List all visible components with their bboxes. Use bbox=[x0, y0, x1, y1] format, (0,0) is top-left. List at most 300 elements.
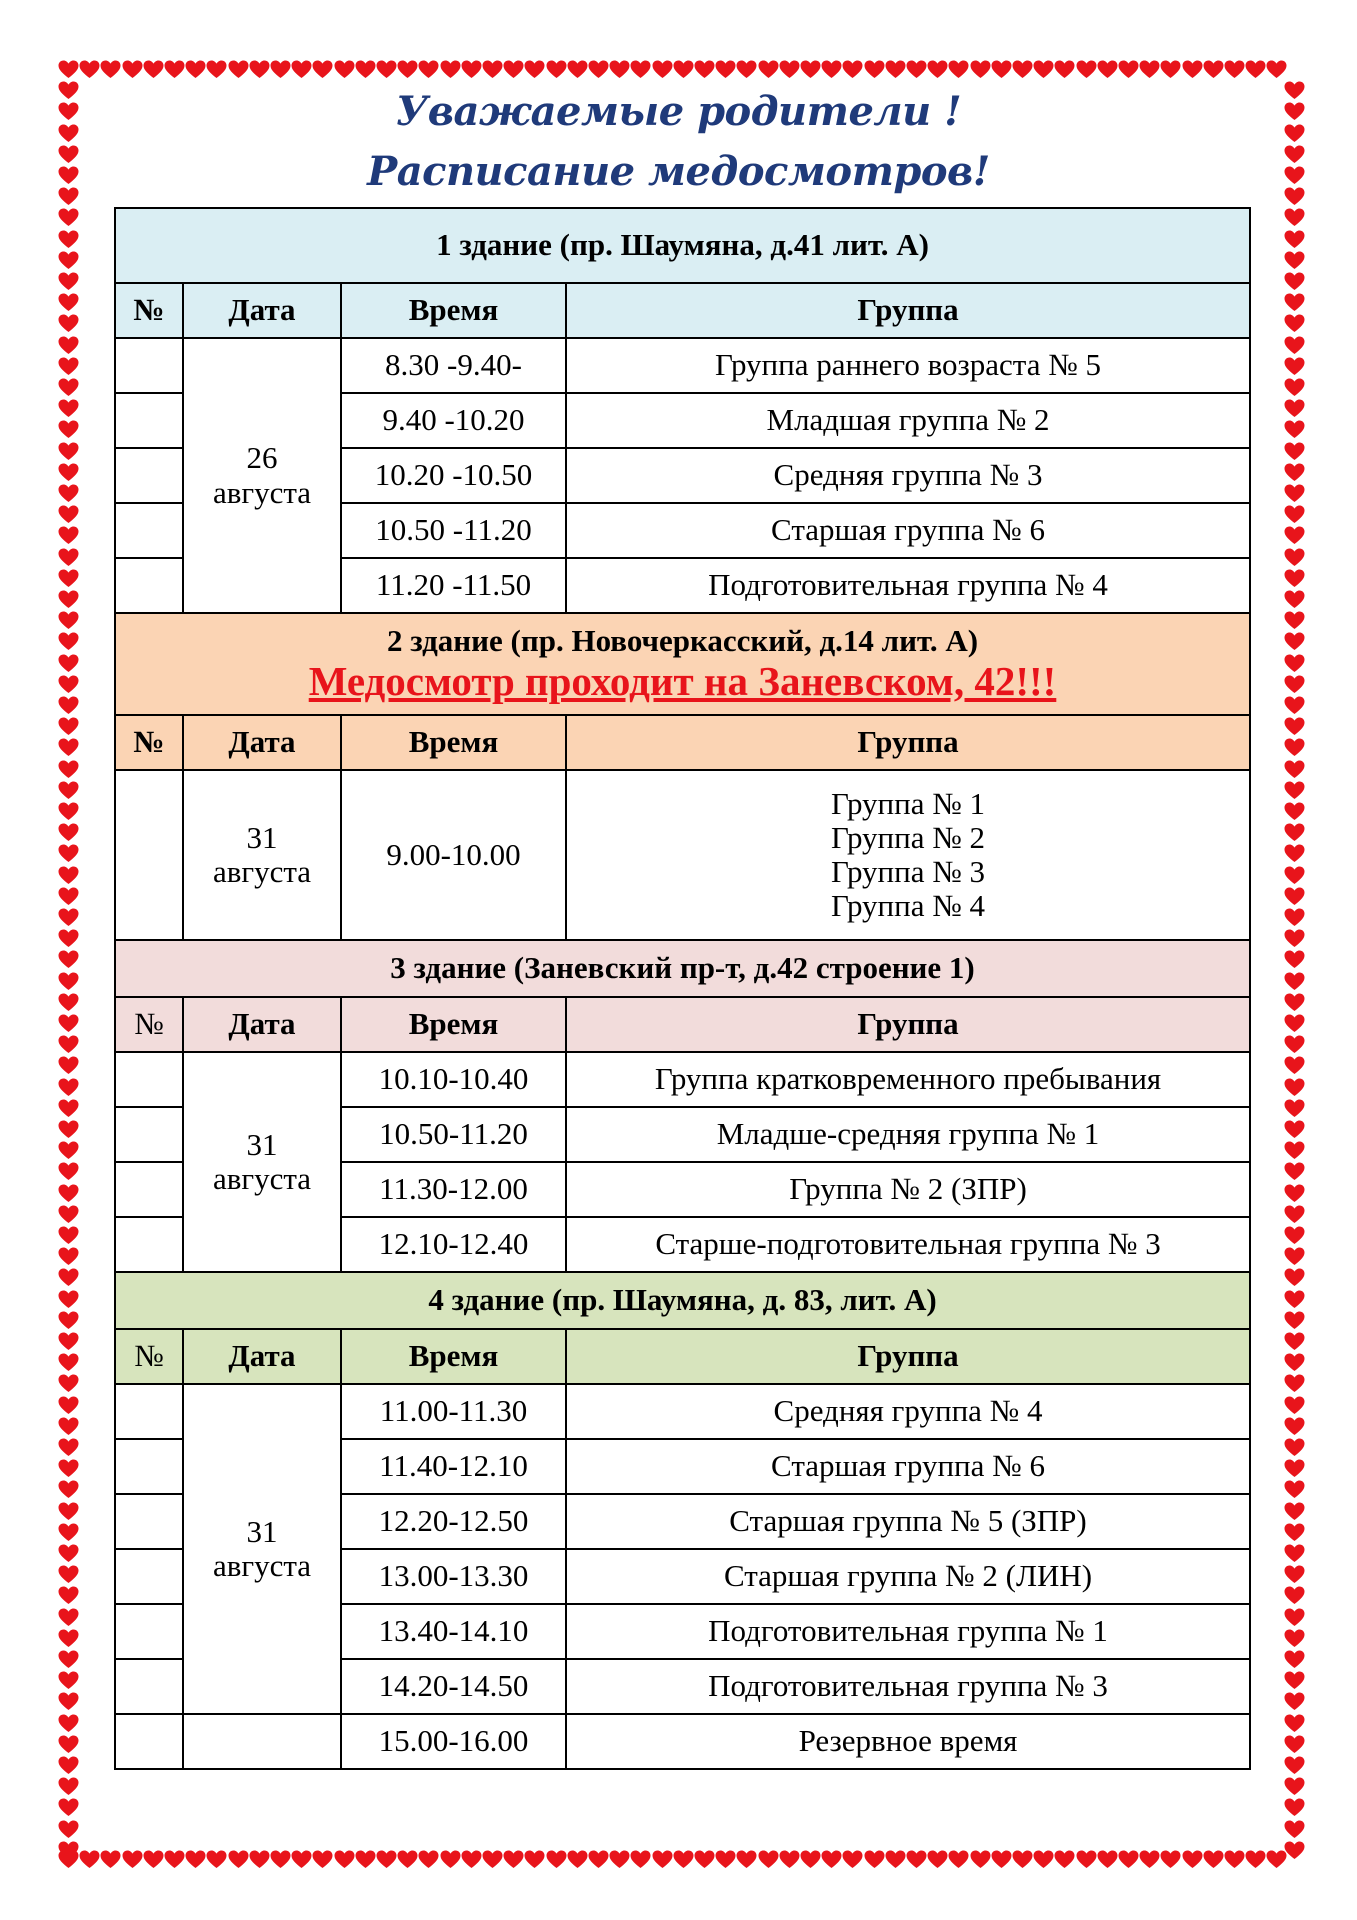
heart-icon bbox=[58, 738, 79, 757]
date-day: 26 bbox=[246, 440, 278, 476]
heart-icon bbox=[58, 1756, 79, 1775]
table-row bbox=[115, 1052, 1250, 1107]
heart-icon bbox=[228, 1850, 249, 1869]
heart-icon bbox=[58, 1374, 79, 1393]
group-cell: Подготовительная группа № 1 bbox=[566, 1604, 1250, 1659]
heart-icon bbox=[58, 526, 79, 545]
heart-icon bbox=[1284, 272, 1305, 291]
heart-icon bbox=[376, 1850, 397, 1869]
heart-icon bbox=[1284, 548, 1305, 567]
heart-icon bbox=[58, 1502, 79, 1521]
heart-icon bbox=[652, 60, 673, 79]
heart-icon bbox=[1284, 399, 1305, 418]
heart-icon bbox=[58, 611, 79, 630]
heart-icon bbox=[821, 60, 842, 79]
heart-icon bbox=[1203, 60, 1224, 79]
heart-icon bbox=[1224, 60, 1245, 79]
heart-icon bbox=[58, 1608, 79, 1627]
heart-icon bbox=[1139, 60, 1160, 79]
heart-icon bbox=[206, 1850, 227, 1869]
date-cell-empty bbox=[183, 1714, 341, 1769]
heart-icon bbox=[1054, 60, 1075, 79]
heart-icon bbox=[1284, 632, 1305, 651]
heart-icon bbox=[1284, 336, 1305, 355]
heart-icon bbox=[58, 654, 79, 673]
heart-icon bbox=[440, 60, 461, 79]
column-time: Время bbox=[341, 997, 566, 1052]
page-title: Уважаемые родители ! bbox=[395, 88, 962, 135]
row-number-cell bbox=[115, 1714, 183, 1769]
heart-icon bbox=[58, 993, 79, 1012]
heart-icon bbox=[1284, 675, 1305, 694]
heart-icon bbox=[58, 293, 79, 312]
heart-icon bbox=[1284, 654, 1305, 673]
heart-icon bbox=[779, 1850, 800, 1869]
heart-icon bbox=[58, 336, 79, 355]
heart-icon bbox=[1284, 1396, 1305, 1415]
heart-icon bbox=[58, 1056, 79, 1075]
heart-icon bbox=[461, 60, 482, 79]
heart-icon bbox=[970, 60, 991, 79]
heart-icon bbox=[1284, 866, 1305, 885]
heart-icon bbox=[1284, 1798, 1305, 1817]
heart-icon bbox=[58, 442, 79, 461]
heart-icon bbox=[1284, 1459, 1305, 1478]
heart-icon bbox=[694, 1850, 715, 1869]
heart-icon bbox=[58, 1035, 79, 1054]
heart-icon bbox=[567, 1850, 588, 1869]
building-2-header bbox=[115, 613, 1250, 715]
heart-icon bbox=[1284, 1417, 1305, 1436]
heart-icon bbox=[842, 60, 863, 79]
heart-icon bbox=[58, 590, 79, 609]
heart-icon bbox=[58, 1353, 79, 1372]
group-cell: Подготовительная группа № 3 bbox=[566, 1659, 1250, 1714]
heart-icon bbox=[609, 1850, 630, 1869]
heart-icon bbox=[927, 1850, 948, 1869]
heart-icon bbox=[567, 60, 588, 79]
table-row bbox=[115, 770, 1250, 940]
heart-icon bbox=[1245, 60, 1266, 79]
heart-icon bbox=[1284, 993, 1305, 1012]
time-cell: 8.30 -9.40- bbox=[341, 338, 566, 393]
time-cell: 13.40-14.10 bbox=[341, 1604, 566, 1659]
building-4-header-row bbox=[115, 1272, 1250, 1329]
heart-icon bbox=[1284, 717, 1305, 736]
heart-icon bbox=[58, 505, 79, 524]
heart-icon bbox=[1284, 887, 1305, 906]
group-item: Группа № 4 bbox=[830, 888, 986, 924]
heart-icon bbox=[1284, 1777, 1305, 1796]
heart-icon bbox=[1284, 1056, 1305, 1075]
heart-icon bbox=[1284, 1162, 1305, 1181]
heart-icon bbox=[185, 1850, 206, 1869]
heart-icon bbox=[58, 1480, 79, 1499]
heart-icon bbox=[58, 760, 79, 779]
heart-icon bbox=[758, 60, 779, 79]
heart-icon bbox=[58, 1417, 79, 1436]
date-cell bbox=[183, 1384, 341, 1714]
heart-icon bbox=[1284, 1565, 1305, 1584]
heart-icon bbox=[418, 60, 439, 79]
heart-icon bbox=[440, 1850, 461, 1869]
heart-icon bbox=[58, 929, 79, 948]
heart-icon bbox=[334, 1850, 355, 1869]
row-number-cell bbox=[115, 1604, 183, 1659]
building-2-notice: Медосмотр проходит на Заневском, 42!!! bbox=[308, 657, 1057, 704]
column-date: Дата bbox=[183, 715, 341, 770]
heart-icon bbox=[1284, 230, 1305, 249]
row-number-cell bbox=[115, 770, 183, 940]
heart-icon bbox=[58, 1205, 79, 1224]
heart-icon bbox=[1284, 844, 1305, 863]
heart-icon bbox=[58, 1820, 79, 1839]
row-number-cell bbox=[115, 1659, 183, 1714]
heart-icon bbox=[673, 1850, 694, 1869]
heart-icon bbox=[1033, 1850, 1054, 1869]
heart-icon bbox=[1284, 1586, 1305, 1605]
heart-icon bbox=[1284, 1353, 1305, 1372]
table-row bbox=[115, 1384, 1250, 1439]
heart-icon bbox=[58, 887, 79, 906]
heart-icon bbox=[270, 1850, 291, 1869]
row-number-cell bbox=[115, 1549, 183, 1604]
heart-icon bbox=[1284, 505, 1305, 524]
heart-icon bbox=[58, 1650, 79, 1669]
building-2-title: 2 здание (пр. Новочеркасский, д.14 лит. А) bbox=[386, 623, 979, 659]
heart-icon bbox=[58, 950, 79, 969]
heart-icon bbox=[1284, 1502, 1305, 1521]
heart-icon bbox=[334, 60, 355, 79]
heart-icon bbox=[1284, 1523, 1305, 1542]
date-cell bbox=[183, 770, 341, 940]
heart-icon bbox=[1284, 1311, 1305, 1330]
group-cell: Средняя группа № 3 bbox=[566, 448, 1250, 503]
row-number-cell bbox=[115, 1052, 183, 1107]
heart-icon bbox=[58, 357, 79, 376]
time-cell: 10.20 -10.50 bbox=[341, 448, 566, 503]
heart-icon bbox=[1284, 696, 1305, 715]
heart-icon bbox=[1284, 251, 1305, 270]
group-item: Группа № 3 bbox=[830, 854, 986, 889]
heart-icon bbox=[58, 60, 79, 79]
heart-icon bbox=[58, 1141, 79, 1160]
heart-icon bbox=[291, 1850, 312, 1869]
heart-icon bbox=[1284, 293, 1305, 312]
heart-icon bbox=[58, 866, 79, 885]
time-cell: 10.10-10.40 bbox=[341, 1052, 566, 1107]
time-cell: 9.40 -10.20 bbox=[341, 393, 566, 448]
row-number-cell bbox=[115, 1107, 183, 1162]
heart-icon bbox=[58, 1268, 79, 1287]
heart-icon bbox=[1284, 378, 1305, 397]
heart-icon bbox=[185, 60, 206, 79]
heart-icon bbox=[1054, 1850, 1075, 1869]
heart-icon bbox=[927, 60, 948, 79]
heart-icon bbox=[58, 569, 79, 588]
heart-icon bbox=[503, 1850, 524, 1869]
heart-icon bbox=[58, 1671, 79, 1690]
heart-icon bbox=[1182, 1850, 1203, 1869]
heart-icon bbox=[1284, 802, 1305, 821]
heart-icon bbox=[312, 1850, 333, 1869]
row-number-cell bbox=[115, 1439, 183, 1494]
heart-icon bbox=[948, 1850, 969, 1869]
heart-icon bbox=[397, 1850, 418, 1869]
heart-icon bbox=[355, 1850, 376, 1869]
heart-icon bbox=[1160, 60, 1181, 79]
heart-icon bbox=[1284, 1226, 1305, 1245]
heart-icon bbox=[79, 1850, 100, 1869]
heart-icon bbox=[376, 60, 397, 79]
time-cell: 11.20 -11.50 bbox=[341, 558, 566, 613]
heart-icon bbox=[58, 1290, 79, 1309]
heart-icon bbox=[885, 60, 906, 79]
heart-icon bbox=[1284, 1374, 1305, 1393]
date-month: августа bbox=[212, 1548, 312, 1583]
column-header-row bbox=[115, 1329, 1250, 1384]
heart-icon bbox=[1284, 1290, 1305, 1309]
heart-icon bbox=[58, 1120, 79, 1139]
heart-icon bbox=[1284, 908, 1305, 927]
heart-icon bbox=[1139, 1850, 1160, 1869]
time-cell: 15.00-16.00 bbox=[341, 1714, 566, 1769]
heart-icon bbox=[948, 60, 969, 79]
heart-icon bbox=[1284, 1078, 1305, 1097]
building-1-title: 1 здание (пр. Шаумяна, д.41 лит. А) bbox=[115, 208, 1250, 283]
group-cell: Старшая группа № 2 (ЛИН) bbox=[566, 1549, 1250, 1604]
heart-icon bbox=[312, 60, 333, 79]
heart-icon bbox=[1284, 1735, 1305, 1754]
heart-icon bbox=[821, 1850, 842, 1869]
heart-icon bbox=[58, 548, 79, 567]
heart-icon bbox=[58, 1544, 79, 1563]
heart-icon bbox=[58, 908, 79, 927]
date-day: 31 bbox=[246, 1126, 278, 1162]
heart-icon bbox=[1203, 1850, 1224, 1869]
heart-icon bbox=[58, 1692, 79, 1711]
heart-icon bbox=[58, 1247, 79, 1266]
heart-icon bbox=[143, 60, 164, 79]
heart-icon bbox=[758, 1850, 779, 1869]
heart-icon bbox=[1284, 1671, 1305, 1690]
heart-icon bbox=[58, 1396, 79, 1415]
heart-icon bbox=[864, 1850, 885, 1869]
heart-icon bbox=[58, 1523, 79, 1542]
heart-icon bbox=[1284, 1692, 1305, 1711]
heart-icon bbox=[524, 60, 545, 79]
heart-icon bbox=[673, 60, 694, 79]
column-date: Дата bbox=[183, 1329, 341, 1384]
heart-icon bbox=[800, 60, 821, 79]
group-cell: Младше-средняя группа № 1 bbox=[566, 1107, 1250, 1162]
date-day: 31 bbox=[246, 1513, 278, 1549]
column-date: Дата bbox=[183, 997, 341, 1052]
group-cell: Старше-подготовительная группа № 3 bbox=[566, 1217, 1250, 1272]
heart-icon bbox=[58, 1735, 79, 1754]
column-no: № bbox=[115, 997, 183, 1052]
group-cell: Старшая группа № 6 bbox=[566, 1439, 1250, 1494]
heart-icon bbox=[58, 1184, 79, 1203]
heart-icon bbox=[1284, 929, 1305, 948]
heart-icon bbox=[1284, 420, 1305, 439]
heart-icon bbox=[694, 60, 715, 79]
heart-icon bbox=[1118, 1850, 1139, 1869]
heart-icon bbox=[1284, 442, 1305, 461]
column-group: Группа bbox=[566, 997, 1250, 1052]
table-row bbox=[115, 338, 1250, 393]
heart-icon bbox=[58, 420, 79, 439]
heart-icon bbox=[1284, 1480, 1305, 1499]
heart-icon bbox=[58, 378, 79, 397]
heart-icon bbox=[58, 1565, 79, 1584]
heart-icon bbox=[58, 1311, 79, 1330]
heart-icon bbox=[1284, 463, 1305, 482]
heart-icon bbox=[588, 1850, 609, 1869]
heart-icon bbox=[228, 60, 249, 79]
date-month: августа bbox=[212, 854, 312, 889]
heart-icon bbox=[58, 1798, 79, 1817]
heart-icon bbox=[1284, 1184, 1305, 1203]
heart-icon bbox=[1284, 1650, 1305, 1669]
heart-icon bbox=[122, 1850, 143, 1869]
heart-icon bbox=[58, 251, 79, 270]
heart-icon bbox=[58, 632, 79, 651]
heart-icon bbox=[1097, 60, 1118, 79]
heart-icon bbox=[1012, 60, 1033, 79]
heart-icon bbox=[864, 60, 885, 79]
heart-icon bbox=[418, 1850, 439, 1869]
heart-icon bbox=[1012, 1850, 1033, 1869]
time-cell: 11.30-12.00 bbox=[341, 1162, 566, 1217]
heart-icon bbox=[58, 802, 79, 821]
heart-icon bbox=[58, 399, 79, 418]
time-cell: 9.00-10.00 bbox=[341, 770, 566, 940]
row-number-cell bbox=[115, 1162, 183, 1217]
heart-icon bbox=[482, 60, 503, 79]
heart-icon bbox=[652, 1850, 673, 1869]
heart-icon bbox=[906, 60, 927, 79]
heart-icon bbox=[58, 1714, 79, 1733]
time-cell: 14.20-14.50 bbox=[341, 1659, 566, 1714]
row-number-cell bbox=[115, 1494, 183, 1549]
heart-icon bbox=[715, 1850, 736, 1869]
heart-icon bbox=[503, 60, 524, 79]
heart-icon bbox=[524, 1850, 545, 1869]
heart-icon bbox=[885, 1850, 906, 1869]
heart-icon bbox=[1284, 484, 1305, 503]
heart-icon bbox=[397, 60, 418, 79]
heart-icon bbox=[842, 1850, 863, 1869]
heart-icon bbox=[249, 60, 270, 79]
heart-icon bbox=[58, 1586, 79, 1605]
heart-icon bbox=[715, 60, 736, 79]
heart-icon bbox=[58, 463, 79, 482]
heart-icon bbox=[1284, 590, 1305, 609]
heart-icon bbox=[58, 1099, 79, 1118]
group-cell: Группа кратковременного пребывания bbox=[566, 1052, 1250, 1107]
row-number-cell bbox=[115, 448, 183, 503]
heart-icon bbox=[143, 1850, 164, 1869]
heart-icon bbox=[1284, 1756, 1305, 1775]
heart-icon bbox=[1284, 823, 1305, 842]
date-month: августа bbox=[212, 1161, 312, 1196]
column-time: Время bbox=[341, 283, 566, 338]
heart-icon bbox=[58, 1226, 79, 1245]
group-item: Группа № 2 bbox=[830, 819, 986, 855]
heart-icon bbox=[58, 1629, 79, 1648]
column-group: Группа bbox=[566, 283, 1250, 338]
heart-icon bbox=[1284, 1141, 1305, 1160]
heart-icon bbox=[991, 60, 1012, 79]
row-number-cell bbox=[115, 393, 183, 448]
heart-icon bbox=[1284, 314, 1305, 333]
heart-icon bbox=[1284, 1099, 1305, 1118]
heart-icon bbox=[588, 60, 609, 79]
heart-icon bbox=[1284, 1841, 1305, 1860]
heart-icon bbox=[58, 717, 79, 736]
heart-icon bbox=[906, 1850, 927, 1869]
heart-icon bbox=[1284, 1014, 1305, 1033]
heart-icon bbox=[270, 60, 291, 79]
heart-icon bbox=[1284, 950, 1305, 969]
heart-icon bbox=[1284, 569, 1305, 588]
heart-icon bbox=[461, 1850, 482, 1869]
group-cell: Подготовительная группа № 4 bbox=[566, 558, 1250, 613]
column-group: Группа bbox=[566, 715, 1250, 770]
heart-icon bbox=[1033, 60, 1054, 79]
heart-icon bbox=[58, 1078, 79, 1097]
heart-icon bbox=[991, 1850, 1012, 1869]
heart-icon bbox=[630, 1850, 651, 1869]
heart-icon bbox=[1182, 60, 1203, 79]
row-number-cell bbox=[115, 1384, 183, 1439]
heart-icon bbox=[122, 60, 143, 79]
date-day: 31 bbox=[246, 819, 278, 855]
heart-icon bbox=[1284, 208, 1305, 227]
time-cell: 12.20-12.50 bbox=[341, 1494, 566, 1549]
heart-icon bbox=[1284, 611, 1305, 630]
heart-icon bbox=[1284, 1714, 1305, 1733]
heart-icon bbox=[1284, 1629, 1305, 1648]
column-header-row bbox=[115, 715, 1250, 770]
group-cell: Группа № 2 (ЗПР) bbox=[566, 1162, 1250, 1217]
date-month: августа bbox=[212, 474, 312, 510]
heart-icon bbox=[1284, 1120, 1305, 1139]
row-number-cell bbox=[115, 1217, 183, 1272]
heart-icon bbox=[1284, 1332, 1305, 1351]
heart-icon bbox=[1245, 1850, 1266, 1869]
heart-icon bbox=[1224, 1850, 1245, 1869]
row-number-cell bbox=[115, 503, 183, 558]
heart-icon bbox=[58, 208, 79, 227]
column-header-row bbox=[115, 283, 1250, 338]
heart-icon bbox=[1284, 1205, 1305, 1224]
heart-icon bbox=[1284, 760, 1305, 779]
heart-icon bbox=[1284, 738, 1305, 757]
column-no: № bbox=[115, 715, 183, 770]
heart-icon bbox=[1284, 972, 1305, 991]
heart-icon bbox=[630, 60, 651, 79]
heart-icon bbox=[736, 1850, 757, 1869]
heart-icon bbox=[1284, 1608, 1305, 1627]
heart-icon bbox=[58, 1332, 79, 1351]
heart-icon bbox=[1284, 1035, 1305, 1054]
building-3-title: 3 здание (Заневский пр-т, д.42 строение 1) bbox=[115, 940, 1250, 997]
heart-icon bbox=[1160, 1850, 1181, 1869]
group-cell: Младшая группа № 2 bbox=[566, 393, 1250, 448]
building-2-header-row bbox=[115, 613, 1250, 715]
